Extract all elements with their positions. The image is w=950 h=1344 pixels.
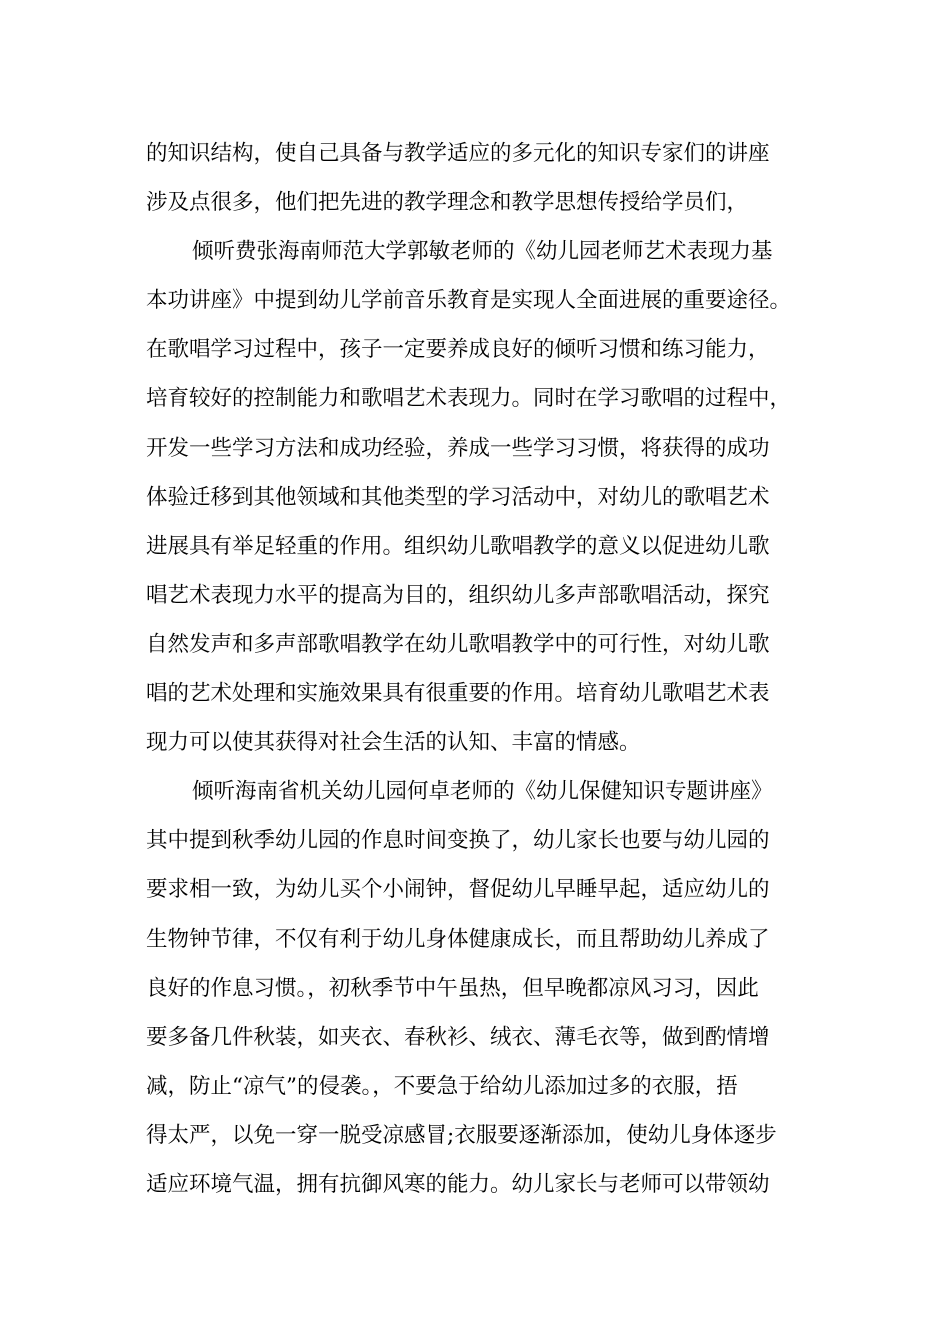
text-line: 唱的艺术处理和实施效果具有很重要的作用。培育幼儿歌唱艺术表 bbox=[146, 681, 770, 707]
text-line: 开发一些学习方法和成功经验，养成一些学习习惯，将获得的成功 bbox=[146, 435, 770, 461]
text-line: 倾听海南省机关幼儿园何卓老师的《幼儿保健知识专题讲座》 bbox=[192, 779, 773, 805]
text-line: 倾听费张海南师范大学郭敏老师的《幼儿园老师艺术表现力基 bbox=[192, 239, 773, 265]
text-line: 的知识结构，使自己具备与教学适应的多元化的知识专家们的讲座 bbox=[146, 141, 770, 166]
text-line: 得太严，以免一穿一脱受凉感冒;衣服要逐渐添加，使幼儿身体逐步 bbox=[146, 1122, 777, 1148]
text-line: 自然发声和多声部歌唱教学在幼儿歌唱教学中的可行性，对幼儿歌 bbox=[146, 631, 770, 657]
body-text bbox=[146, 129, 826, 1209]
text-line: 本功讲座》中提到幼儿学前音乐教育是实现人全面进展的重要途径。 bbox=[146, 288, 792, 314]
text-line: 体验迁移到其他领域和其他类型的学习活动中，对幼儿的歌唱艺术 bbox=[146, 484, 770, 510]
text-line: 要多备几件秋装，如夹衣、春秋衫、绒衣、薄毛衣等，做到酌情增 bbox=[146, 1024, 770, 1050]
text-line: 在歌唱学习过程中，孩子一定要养成良好的倾听习惯和练习能力， bbox=[146, 337, 770, 363]
text-line: 唱艺术表现力水平的提高为目的，组织幼儿多声部歌唱活动，探究 bbox=[146, 582, 770, 608]
text-line: 生物钟节律，不仅有利于幼儿身体健康成长，而且帮助幼儿养成了 bbox=[146, 926, 770, 952]
text-line: 培育较好的控制能力和歌唱艺术表现力。同时在学习歌唱的过程中， bbox=[146, 386, 792, 412]
text-line: 涉及点很多，他们把先进的教学理念和教学思想传授给学员们， bbox=[146, 190, 749, 216]
text-line: 良好的作息习惯。，初秋季节中午虽热，但早晚都凉风习习，因此 bbox=[146, 975, 759, 1001]
text-line: 要求相一致，为幼儿买个小闹钟，督促幼儿早睡早起，适应幼儿的 bbox=[146, 877, 770, 903]
text-line: 减，防止“凉气”的侵袭。，不要急于给幼儿添加过多的衣服，捂 bbox=[146, 1073, 738, 1099]
text-line: 适应环境气温，拥有抗御风寒的能力。幼儿家长与老师可以带领幼 bbox=[146, 1171, 770, 1197]
text-line: 现力可以使其获得对社会生活的认知、丰富的情感。 bbox=[146, 730, 641, 756]
text-line: 进展具有举足轻重的作用。组织幼儿歌唱教学的意义以促进幼儿歌 bbox=[146, 533, 770, 559]
text-line: 其中提到秋季幼儿园的作息时间变换了，幼儿家长也要与幼儿园的 bbox=[146, 828, 770, 854]
